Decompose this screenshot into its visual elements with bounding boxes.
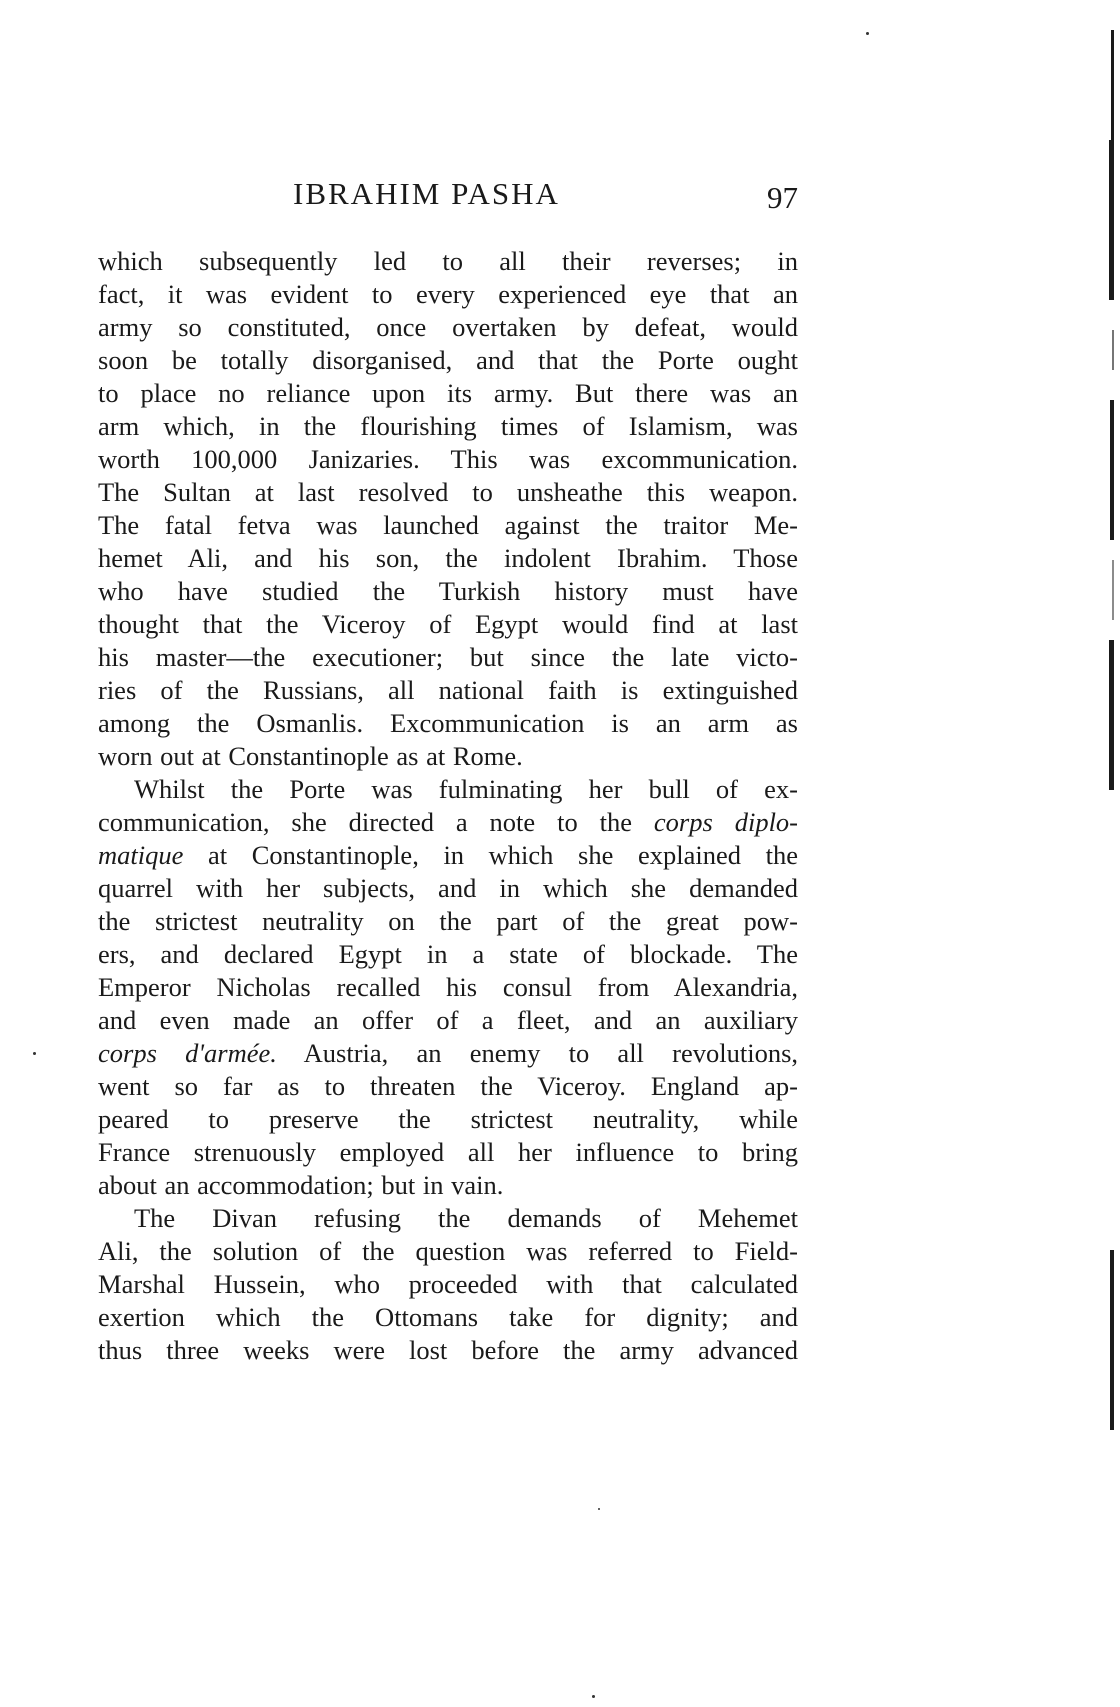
scan-mark — [1110, 400, 1114, 540]
text-line: France strenuously employed all her influence to bring — [98, 1137, 798, 1167]
scan-edge-artifact — [1108, 0, 1114, 1430]
paragraph-3 — [98, 1202, 798, 1367]
italic-term: corps d'armée. — [98, 1038, 277, 1068]
scan-speck — [598, 1508, 600, 1510]
text-line: among the Osmanlis. Excommunication is an arm as — [98, 708, 798, 738]
italic-term: corps diplo- — [653, 807, 798, 837]
text-line: fact, it was evident to every experienced eye that an — [98, 279, 798, 309]
text-line: ries of the Russians, all national faith is extinguished — [98, 675, 798, 705]
paragraph-1 — [98, 245, 798, 773]
running-head — [98, 176, 798, 216]
paragraph-2 — [98, 773, 798, 1202]
scan-speck — [866, 32, 869, 35]
body-text — [98, 245, 798, 1367]
text-line: the strictest neutrality on the part of the great pow- — [98, 906, 798, 936]
text-line: thus three weeks were lost before the army advanced — [98, 1335, 798, 1365]
text-line: and even made an offer of a fleet, and an auxiliary — [98, 1005, 798, 1035]
text-line: thought that the Viceroy of Egypt would find at last — [98, 609, 798, 639]
italic-term: matique — [98, 840, 184, 870]
text-line: to place no reliance upon its army. But there was an — [98, 378, 798, 408]
text-line: army so constituted, once overtaken by defeat, would — [98, 312, 798, 342]
text-run: at Constantinople, in which she explained the — [183, 840, 798, 870]
text-line: exertion which the Ottomans take for dignity; and — [98, 1302, 798, 1332]
text-line: his master—the executioner; but since the late victo- — [98, 642, 798, 672]
text-line: peared to preserve the strictest neutrality, while — [98, 1104, 798, 1134]
scan-mark — [1111, 30, 1114, 140]
text-line — [98, 1037, 798, 1070]
text-line: The Divan refusing the demands of Mehemet — [134, 1203, 798, 1233]
text-run: Austria, an enemy to all revolutions, — [276, 1038, 798, 1068]
text-line: arm which, in the flourishing times of Islamism, was — [98, 411, 798, 441]
text-line — [98, 839, 798, 872]
text-line: went so far as to threaten the Viceroy. England ap- — [98, 1071, 798, 1101]
scan-mark — [1109, 640, 1114, 790]
text-line: The Sultan at last resolved to unsheathe this weapon. — [98, 477, 798, 507]
scan-mark — [1109, 140, 1114, 300]
page-number: 97 — [767, 180, 798, 215]
text-line: Emperor Nicholas recalled his consul from Alexandria, — [98, 972, 798, 1002]
text-line: ers, and declared Egypt in a state of blockade. The — [98, 939, 798, 969]
text-line: Whilst the Porte was fulminating her bull of ex- — [134, 774, 798, 804]
scan-mark — [1112, 560, 1114, 620]
text-line: The fatal fetva was launched against the traitor Me- — [98, 510, 798, 540]
scan-mark — [1112, 330, 1114, 370]
text-line: worth 100,000 Janizaries. This was excommunication. — [98, 444, 798, 474]
scan-speck — [33, 1052, 36, 1055]
text-run: communication, she directed a note to the — [98, 807, 654, 837]
text-line: Marshal Hussein, who proceeded with that calculated — [98, 1269, 798, 1299]
scan-mark — [1110, 1250, 1114, 1430]
text-line: who have studied the Turkish history must have — [98, 576, 798, 606]
text-line: soon be totally disorganised, and that the Porte ought — [98, 345, 798, 375]
text-line — [98, 806, 798, 839]
running-title: IBRAHIM PASHA — [293, 176, 560, 211]
text-line: which subsequently led to all their reverses; in — [98, 246, 798, 276]
text-line: about an accommodation; but in vain. — [98, 1170, 504, 1200]
text-line: Ali, the solution of the question was referred to Field- — [98, 1236, 798, 1266]
text-line: hemet Ali, and his son, the indolent Ibrahim. Those — [98, 543, 798, 573]
text-line: worn out at Constantinople as at Rome. — [98, 741, 523, 771]
scan-speck — [592, 1695, 595, 1698]
text-line: quarrel with her subjects, and in which she demanded — [98, 873, 798, 903]
